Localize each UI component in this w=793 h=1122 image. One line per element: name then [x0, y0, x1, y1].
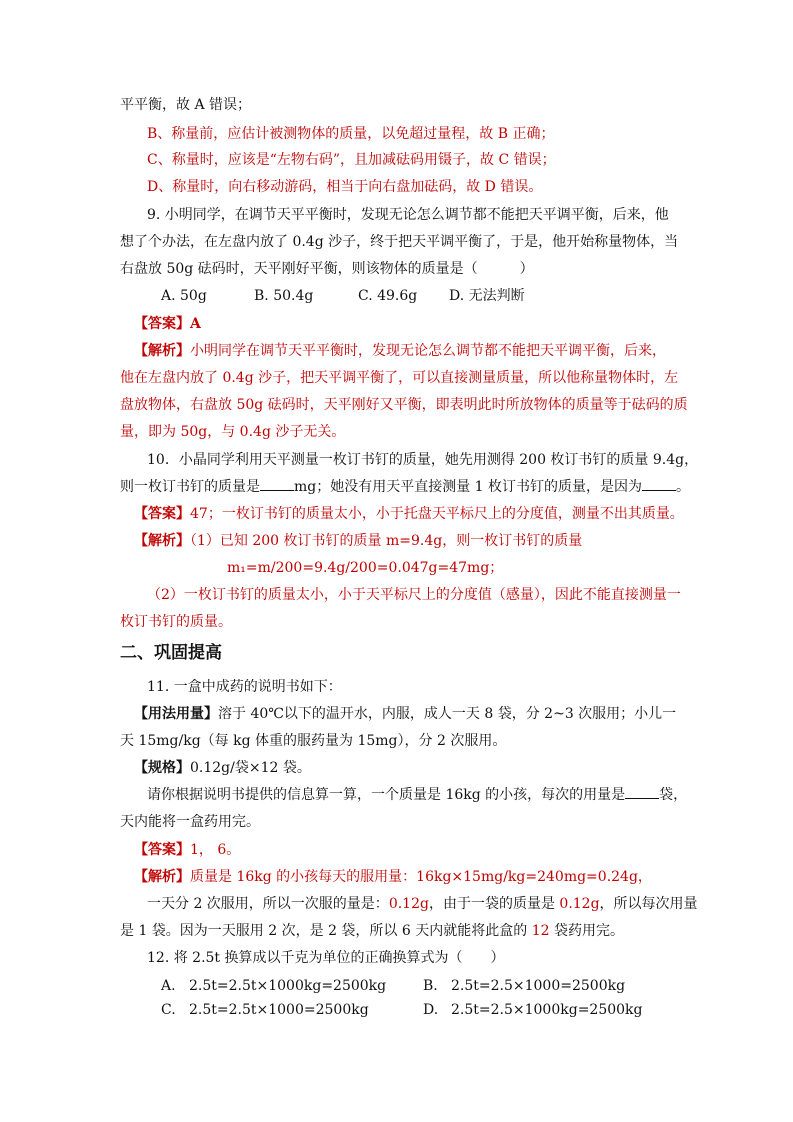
q10-analysis-line-1	[134, 531, 582, 551]
analysis-text: 质量是 16kg 的小孩每天的服用量：16kg×15mg/kg=240mg=0.24g，	[190, 869, 652, 885]
q10-analysis-formula: m₁=m/200=9.4g/200=0.047g=47mg；	[227, 560, 504, 576]
q9-analysis-line-2: 他在左盘内放了 0.4g 沙子，把天平调平衡了，可以直接测量质量，所以他称量物体时，左	[120, 370, 679, 386]
answer-value: A	[190, 316, 201, 332]
q8-analysis-c: C、称量时，应该是“左物右码”，且加减砝码用镊子，故 C 错误；	[147, 152, 556, 168]
answer-value: 47；一枚订书钉的质量太小，小于托盘天平标尺上的分度值，测量不出其质量。	[190, 506, 684, 522]
q8-analysis-b: B、称量前，应估计被测物体的质量，以免超过量程，故 B 正确；	[147, 126, 555, 142]
q11-usage-line-2: 天 15mg/kg（每 kg 体重的服药量为 15mg），分 2 次服用。	[120, 733, 507, 749]
q12-option-a-label: A.	[161, 978, 176, 994]
q10-answer	[134, 504, 684, 524]
q10-analysis-line-4: 枚订书钉的质量。	[120, 614, 232, 630]
q10-analysis-line-3: （2）一枚订书钉的质量太小，小于天平标尺上的分度值（感量），因此不能直接测量一	[147, 587, 681, 603]
analysis-text: 小明同学在调节天平平衡时，发现无论怎么调节都不能把天平调平衡，后来，	[190, 343, 666, 359]
q10-question-line-2	[120, 477, 690, 497]
q11-usage-line-1	[134, 704, 676, 724]
answer-value: 1， 6。	[190, 842, 241, 858]
q11-text-b: 袋，	[659, 787, 688, 803]
spec-text: 0.12g/袋×12 袋。	[190, 760, 311, 776]
q11-spec	[134, 758, 311, 778]
q8-text-line-1: 平平衡，故 A 错误；	[120, 97, 252, 113]
q9-analysis-line-3: 盘放物体，右盘放 50g 砝码时，天平刚好又平衡，即表明此时所放物体的质量等于砝码的质	[120, 397, 688, 413]
q9-option-b: B. 50.4g	[254, 288, 314, 304]
q11-a3-text-b: 袋药用完。	[549, 923, 624, 939]
q11-question-line-2	[147, 785, 687, 805]
q10-text-a: 则一枚订书钉的质量是	[120, 479, 260, 495]
q12-option-d-label: D.	[423, 1002, 439, 1018]
q11-a2-value-2: 0.12g	[559, 896, 600, 912]
q12-option-c-label: C.	[161, 1002, 176, 1018]
q8-analysis-d: D、称量时，向右移动游码，相当于向右盘加砝码，故 D 错误。	[147, 179, 543, 195]
q12-question: 12. 将 2.5t 换算成以千克为单位的正确换算式为（ ）	[147, 950, 505, 966]
q9-question-line-1: 9. 小明同学，在调节天平平衡时，发现无论怎么调节都不能把天平调平衡，后来，他	[147, 207, 669, 223]
answer-blank	[260, 477, 294, 491]
usage-tag: 【用法用量】	[134, 706, 218, 722]
section-title: 二、巩固提高	[120, 643, 222, 663]
q9-analysis-line-1	[134, 341, 666, 361]
q11-analysis-line-1	[134, 867, 652, 887]
q11-question-line-1: 11. 一盒中成药的说明书如下：	[147, 679, 342, 695]
answer-tag: 【答案】	[134, 842, 190, 858]
q10-text-b: mg；她没有用天平直接测量 1 枚订书钉的质量，是因为	[294, 479, 643, 495]
spec-tag: 【规格】	[134, 760, 190, 776]
q12-option-b-label: B.	[423, 978, 438, 994]
q11-answer	[134, 840, 240, 860]
answer-tag: 【答案】	[134, 506, 190, 522]
answer-blank	[625, 785, 659, 799]
q11-a2-text-b: ，由于一袋的质量是	[428, 896, 560, 912]
q9-option-c: C. 49.6g	[358, 288, 418, 304]
q11-a3-value: 12	[531, 923, 550, 939]
q11-question-line-3: 天内能将一盒药用完。	[120, 814, 260, 830]
q9-option-a: A. 50g	[161, 288, 207, 304]
q11-analysis-line-2	[147, 894, 698, 914]
q11-a2-text-a: 一天分 2 次服用，所以一次服的量是：	[147, 896, 389, 912]
q11-a2-text-c: ，所以每次用量	[599, 896, 698, 912]
q9-question-line-2: 想了个办法，在左盘内放了 0.4g 沙子，终于把天平调平衡了，于是，他开始称量物体，当	[120, 234, 679, 250]
q11-analysis-line-3	[120, 921, 624, 941]
answer-tag: 【答案】	[134, 316, 190, 332]
q12-option-a: 2.5t=2.5t×1000kg=2500kg	[189, 978, 387, 994]
q9-analysis-line-4: 量，即为 50g，与 0.4g 沙子无关。	[120, 424, 346, 440]
analysis-tag: 【解析】	[134, 533, 190, 549]
analysis-tag: 【解析】	[134, 869, 190, 885]
q12-option-b: 2.5t=2.5×1000=2500kg	[451, 978, 626, 994]
answer-blank	[642, 477, 676, 491]
q11-a3-text-a: 是 1 袋。因为一天服用 2 次，是 2 袋，所以 6 天内就能将此盒的	[120, 923, 532, 939]
analysis-text: （1）已知 200 枚订书钉的质量 m=9.4g，则一枚订书钉的质量	[190, 533, 583, 549]
usage-text: 溶于 40℃以下的温开水，内服，成人一天 8 袋，分 2~3 次服用；小儿一	[218, 706, 677, 722]
q10-text-c: 。	[676, 479, 691, 495]
q9-option-d: D. 无法判断	[449, 288, 525, 304]
q9-question-line-3: 右盘放 50g 砝码时，天平刚好平衡，则该物体的质量是（ ）	[120, 261, 534, 277]
q11-text-a: 请你根据说明书提供的信息算一算，一个质量是 16kg 的小孩，每次的用量是	[147, 787, 626, 803]
q10-question-line-1: 10．小晶同学利用天平测量一枚订书钉的质量，她先用测得 200 枚订书钉的质量 9.4g，	[147, 452, 699, 468]
q12-option-c: 2.5t=2.5t×1000=2500kg	[189, 1002, 369, 1018]
analysis-tag: 【解析】	[134, 343, 190, 359]
q12-option-d: 2.5t=2.5×1000kg=2500kg	[451, 1002, 643, 1018]
q11-a2-value-1: 0.12g	[388, 896, 429, 912]
q9-answer	[134, 314, 201, 334]
